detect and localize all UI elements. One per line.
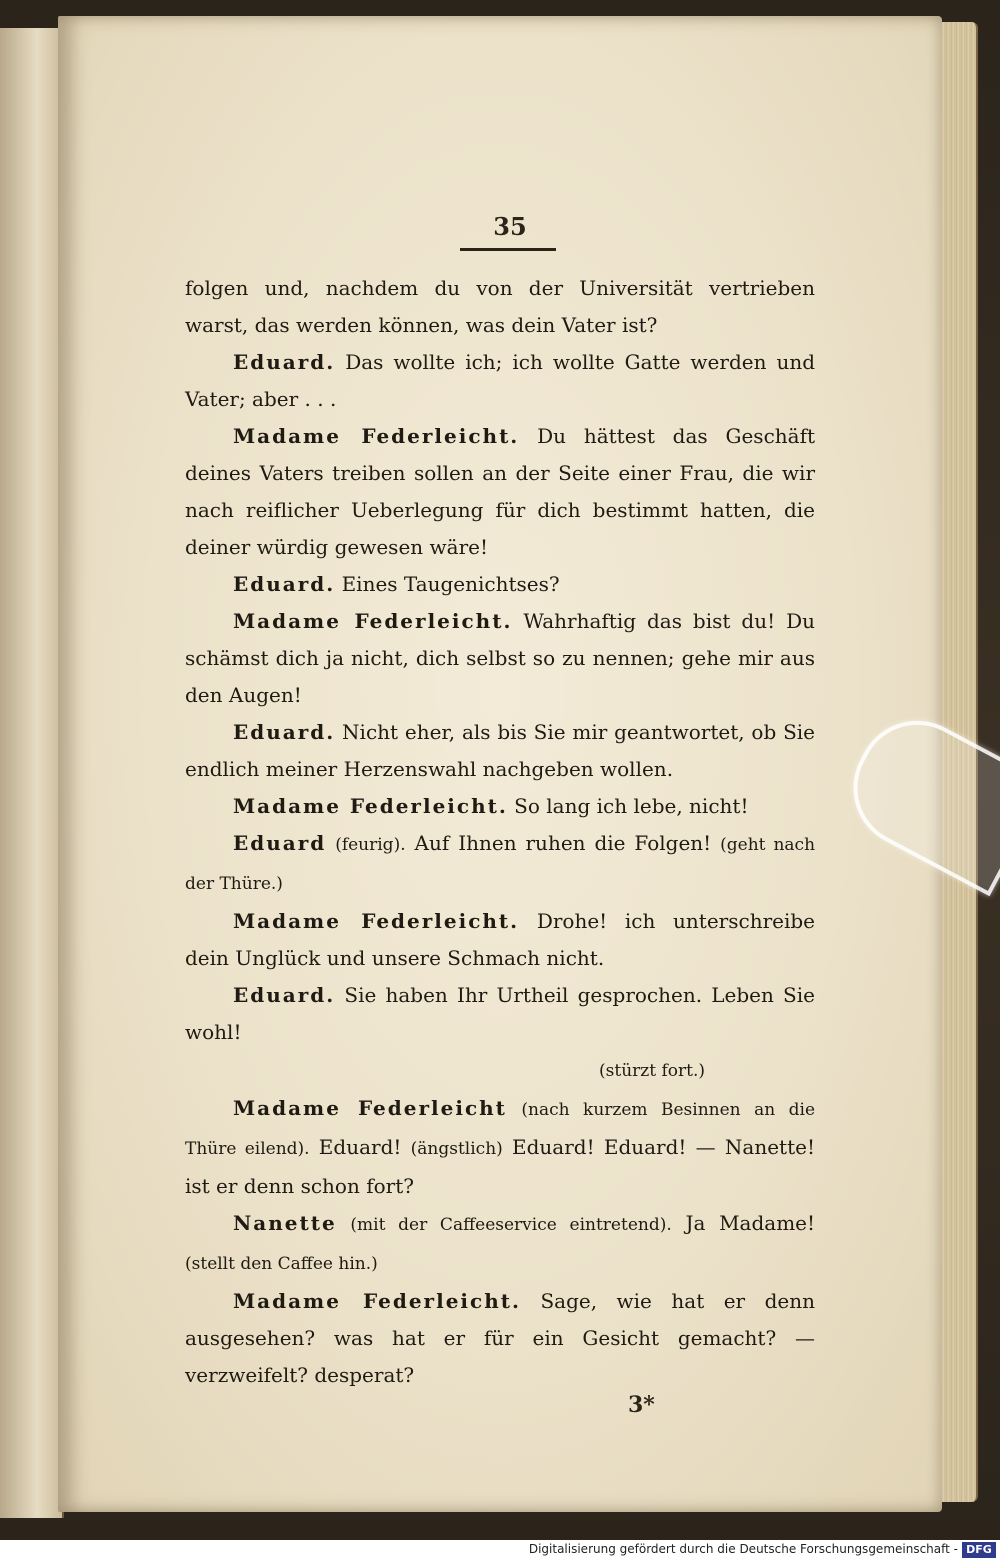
speaker-name: Madame Federleicht.: [233, 909, 520, 933]
dialogue-text: Nicht eher, als bis Sie mir geantwortet, ob Sie endlich meiner Herzenswahl nachgeben wollen.: [185, 720, 816, 781]
dialogue-text: Drohe! ich unterschreibe dein Unglück und unsere Schmach nicht.: [185, 909, 816, 970]
stage-direction: (stellt den Caffee hin.): [185, 1254, 378, 1274]
stage-direction: (ängstlich): [410, 1139, 503, 1159]
dialogue-line: [185, 1090, 815, 1205]
speaker-name: Madame Federleicht.: [233, 609, 513, 633]
speaker-name: Madame Federleicht: [233, 1096, 507, 1120]
speaker-name: Eduard.: [233, 720, 336, 744]
dialogue-text: Ja Madame!: [685, 1211, 816, 1235]
speaker-name: Eduard: [233, 831, 327, 855]
dialogue-line: [185, 903, 815, 977]
speaker-name: Eduard.: [233, 350, 336, 374]
dialogue-text: Sage, wie hat er denn ausgesehen? was hat er für ein Gesicht gemacht? — verzweifelt? desperat?: [185, 1289, 815, 1387]
speaker-name: Nanette: [233, 1211, 337, 1235]
speaker-name: Madame Federleicht.: [233, 424, 520, 448]
stage-direction: (mit der Caffeeservice eintretend).: [350, 1215, 672, 1235]
dialogue-text: Das wollte ich; ich wollte Gatte werden und Vater; aber . . .: [185, 350, 816, 411]
dialogue-text: Eduard! Eduard! — Nanette! ist er denn schon fort?: [185, 1135, 816, 1198]
dialogue-line: [185, 603, 815, 714]
stage-direction: (stürzt fort.): [599, 1061, 705, 1081]
stage-direction: (feurig).: [335, 835, 406, 855]
page-number: 35: [493, 212, 527, 241]
dialogue-text: Du hättest das Geschäft deines Vaters treiben sollen an der Seite einer Frau, die wir nach reiflicher Ueberlegung für dich bestimmt hatten, die deiner würdig gewesen wäre!: [185, 424, 816, 559]
dialogue-line: [185, 1205, 815, 1283]
text-line: folgen und, nachdem du von der Universität vertrieben warst, das werden können, was dein Vater ist?: [185, 276, 815, 337]
signature-mark: 3*: [628, 1392, 655, 1418]
stage-direction: (geht nach der Thüre.): [185, 835, 816, 894]
page-number-rule: [460, 248, 556, 251]
facing-page-edge: [0, 28, 64, 1518]
page-text: [185, 270, 815, 1394]
footer-credit: Digitalisierung gefördert durch die Deutsche Forschungsgemeinschaft -: [528, 1542, 958, 1556]
dialogue-text: Auf Ihnen ruhen die Folgen!: [414, 831, 712, 855]
speaker-name: Eduard.: [233, 983, 336, 1007]
dialogue-line: [185, 566, 815, 603]
dialogue-line: [185, 344, 815, 418]
dialogue-line: [185, 825, 815, 903]
dialogue-text: Sie haben Ihr Urtheil gesprochen. Leben Sie wohl!: [185, 983, 815, 1044]
speaker-name: Eduard.: [233, 572, 336, 596]
dialogue-text: So lang ich lebe, nicht!: [514, 794, 749, 818]
dialogue-line: [185, 788, 815, 825]
dialogue-line: [185, 714, 815, 788]
stage-direction-line: [185, 1051, 815, 1090]
dfg-logo: DFG: [962, 1542, 996, 1558]
dialogue-line: [185, 1283, 815, 1394]
dialogue-text: Eduard!: [318, 1135, 402, 1159]
speaker-name: Madame Federleicht.: [233, 794, 508, 818]
dialogue-text: Wahrhaftig das bist du! Du schämst dich ja nicht, dich selbst so zu nennen; gehe mir aus den Augen!: [185, 609, 816, 707]
dialogue-line: [185, 977, 815, 1051]
dialogue-text: Eines Taugenichtses?: [341, 572, 560, 596]
dialogue-line: [185, 418, 815, 566]
stage-direction: (nach kurzem Besinnen an die Thüre eilend).: [185, 1100, 816, 1159]
speaker-name: Madame Federleicht.: [233, 1289, 521, 1313]
